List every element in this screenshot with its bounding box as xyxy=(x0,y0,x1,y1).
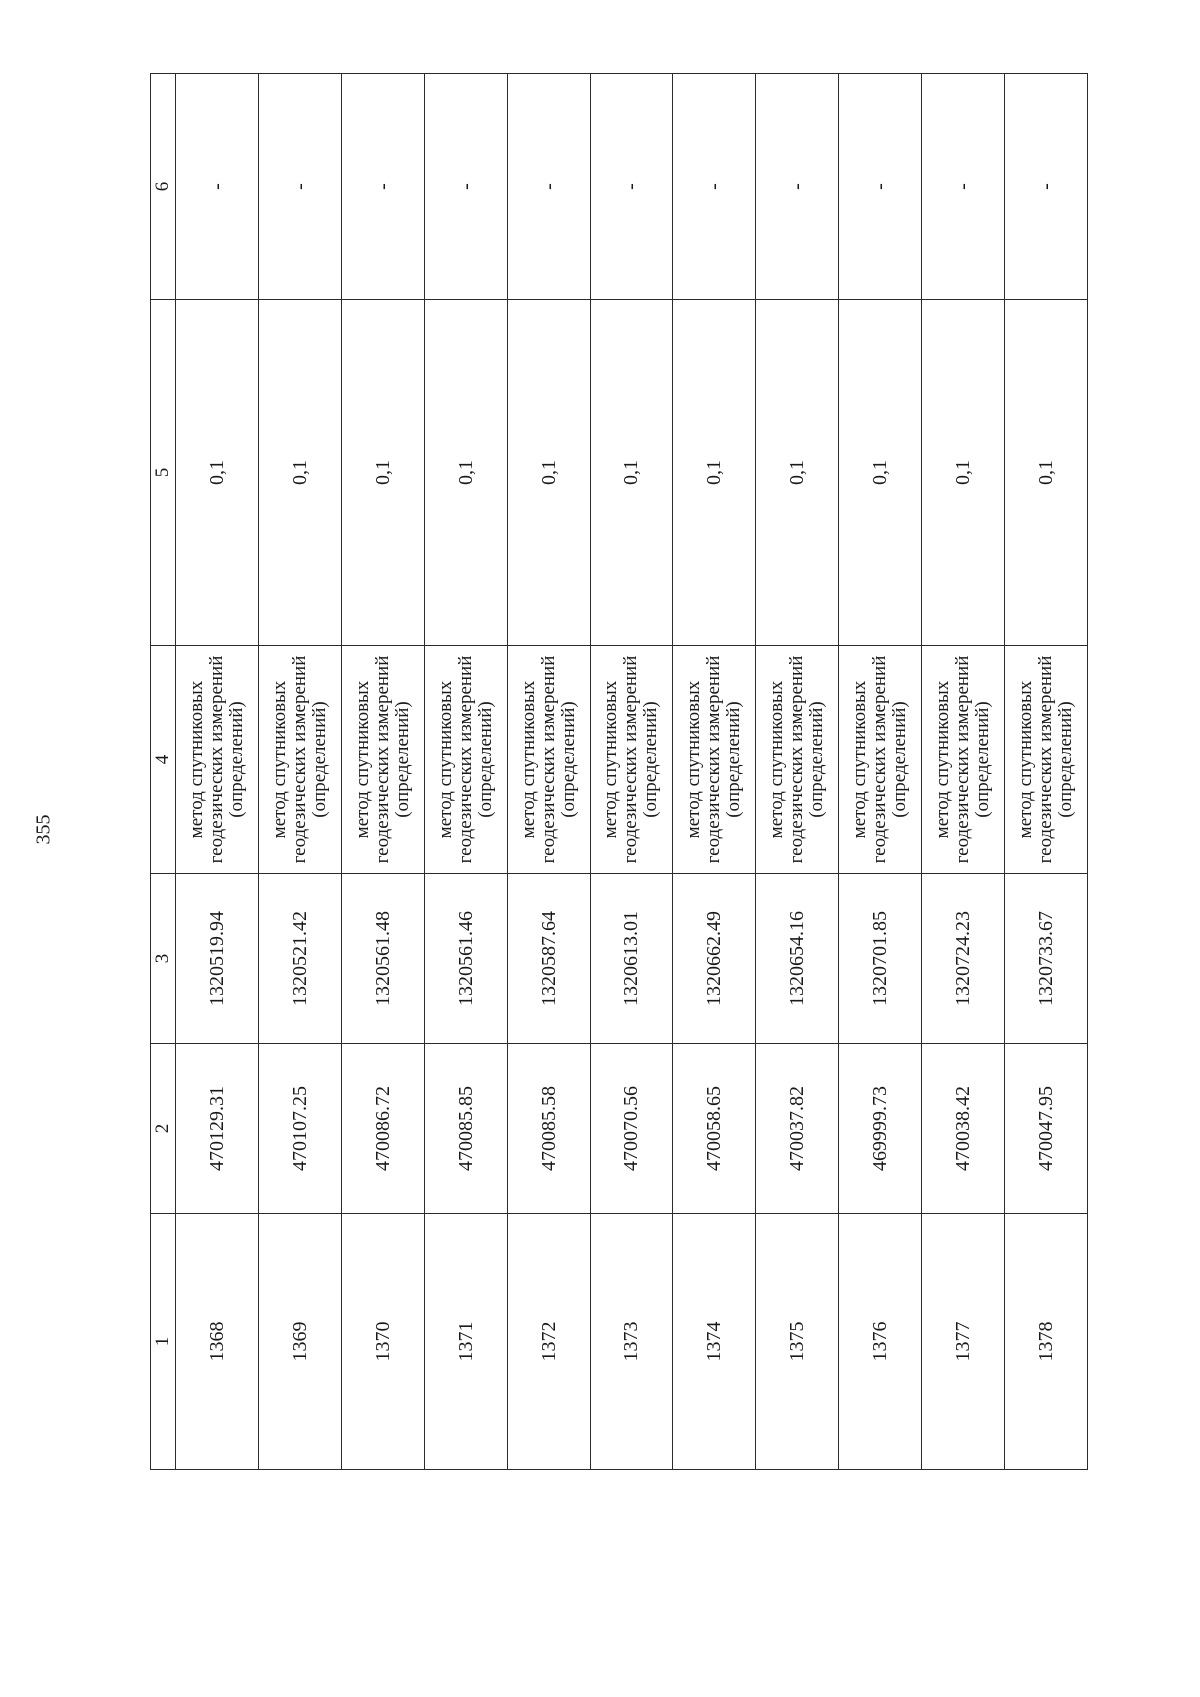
table-row xyxy=(341,74,424,1470)
rotated-table-container xyxy=(150,74,1088,1470)
x-coordinate-cell: 470107.25 xyxy=(258,1044,341,1214)
table-row xyxy=(756,74,839,1470)
method-cell: метод спутниковых геодезических измерений (определений) xyxy=(507,646,590,874)
note-cell: - xyxy=(839,74,922,300)
note-cell: - xyxy=(176,74,259,300)
accuracy-cell: 0,1 xyxy=(839,300,922,646)
y-coordinate-cell: 1320701.85 xyxy=(839,874,922,1044)
note-cell: - xyxy=(1005,74,1088,300)
point-number-cell: 1368 xyxy=(176,1214,259,1470)
table-row xyxy=(507,74,590,1470)
y-coordinate-cell: 1320561.48 xyxy=(341,874,424,1044)
method-cell: метод спутниковых геодезических измерений (определений) xyxy=(590,646,673,874)
point-number-cell: 1374 xyxy=(673,1214,756,1470)
header-cell: 3 xyxy=(151,874,176,1044)
table-row xyxy=(424,74,507,1470)
table-row xyxy=(258,74,341,1470)
method-cell: метод спутниковых геодезических измерений (определений) xyxy=(756,646,839,874)
x-coordinate-cell: 470129.31 xyxy=(176,1044,259,1214)
note-cell: - xyxy=(590,74,673,300)
y-coordinate-cell: 1320724.23 xyxy=(922,874,1005,1044)
point-number-cell: 1369 xyxy=(258,1214,341,1470)
method-cell: метод спутниковых геодезических измерений (определений) xyxy=(839,646,922,874)
method-cell: метод спутниковых геодезических измерений (определений) xyxy=(341,646,424,874)
y-coordinate-cell: 1320662.49 xyxy=(673,874,756,1044)
point-number-cell: 1370 xyxy=(341,1214,424,1470)
accuracy-cell: 0,1 xyxy=(507,300,590,646)
y-coordinate-cell: 1320587.64 xyxy=(507,874,590,1044)
header-cell: 5 xyxy=(151,300,176,646)
x-coordinate-cell: 470037.82 xyxy=(756,1044,839,1214)
note-cell: - xyxy=(424,74,507,300)
note-cell: - xyxy=(258,74,341,300)
method-cell: метод спутниковых геодезических измерений (определений) xyxy=(673,646,756,874)
page-number: 355 xyxy=(32,814,55,845)
accuracy-cell: 0,1 xyxy=(590,300,673,646)
table-row xyxy=(1005,74,1088,1470)
method-cell: метод спутниковых геодезических измерений (определений) xyxy=(176,646,259,874)
y-coordinate-cell: 1320654.16 xyxy=(756,874,839,1044)
note-cell: - xyxy=(341,74,424,300)
table-row xyxy=(590,74,673,1470)
method-cell: метод спутниковых геодезических измерений (определений) xyxy=(922,646,1005,874)
header-cell: 1 xyxy=(151,1214,176,1470)
accuracy-cell: 0,1 xyxy=(922,300,1005,646)
coordinates-table xyxy=(150,73,1088,1470)
method-cell: метод спутниковых геодезических измерений (определений) xyxy=(424,646,507,874)
table-body xyxy=(151,74,1088,1470)
x-coordinate-cell: 470085.58 xyxy=(507,1044,590,1214)
x-coordinate-cell: 470058.65 xyxy=(673,1044,756,1214)
y-coordinate-cell: 1320561.46 xyxy=(424,874,507,1044)
table-row xyxy=(176,74,259,1470)
note-cell: - xyxy=(507,74,590,300)
table-row xyxy=(673,74,756,1470)
x-coordinate-cell: 470086.72 xyxy=(341,1044,424,1214)
x-coordinate-cell: 470038.42 xyxy=(922,1044,1005,1214)
point-number-cell: 1378 xyxy=(1005,1214,1088,1470)
y-coordinate-cell: 1320519.94 xyxy=(176,874,259,1044)
note-cell: - xyxy=(922,74,1005,300)
point-number-cell: 1377 xyxy=(922,1214,1005,1470)
y-coordinate-cell: 1320613.01 xyxy=(590,874,673,1044)
x-coordinate-cell: 469999.73 xyxy=(839,1044,922,1214)
table-row xyxy=(839,74,922,1470)
x-coordinate-cell: 470047.95 xyxy=(1005,1044,1088,1214)
method-cell: метод спутниковых геодезических измерений (определений) xyxy=(258,646,341,874)
y-coordinate-cell: 1320733.67 xyxy=(1005,874,1088,1044)
accuracy-cell: 0,1 xyxy=(341,300,424,646)
accuracy-cell: 0,1 xyxy=(424,300,507,646)
header-cell: 2 xyxy=(151,1044,176,1214)
point-number-cell: 1375 xyxy=(756,1214,839,1470)
method-cell: метод спутниковых геодезических измерений (определений) xyxy=(1005,646,1088,874)
point-number-cell: 1373 xyxy=(590,1214,673,1470)
table-row xyxy=(922,74,1005,1470)
header-row xyxy=(151,74,176,1470)
accuracy-cell: 0,1 xyxy=(176,300,259,646)
point-number-cell: 1371 xyxy=(424,1214,507,1470)
accuracy-cell: 0,1 xyxy=(258,300,341,646)
x-coordinate-cell: 470070.56 xyxy=(590,1044,673,1214)
x-coordinate-cell: 470085.85 xyxy=(424,1044,507,1214)
note-cell: - xyxy=(673,74,756,300)
accuracy-cell: 0,1 xyxy=(673,300,756,646)
point-number-cell: 1372 xyxy=(507,1214,590,1470)
note-cell: - xyxy=(756,74,839,300)
header-cell: 4 xyxy=(151,646,176,874)
accuracy-cell: 0,1 xyxy=(756,300,839,646)
point-number-cell: 1376 xyxy=(839,1214,922,1470)
accuracy-cell: 0,1 xyxy=(1005,300,1088,646)
header-cell: 6 xyxy=(151,74,176,300)
y-coordinate-cell: 1320521.42 xyxy=(258,874,341,1044)
